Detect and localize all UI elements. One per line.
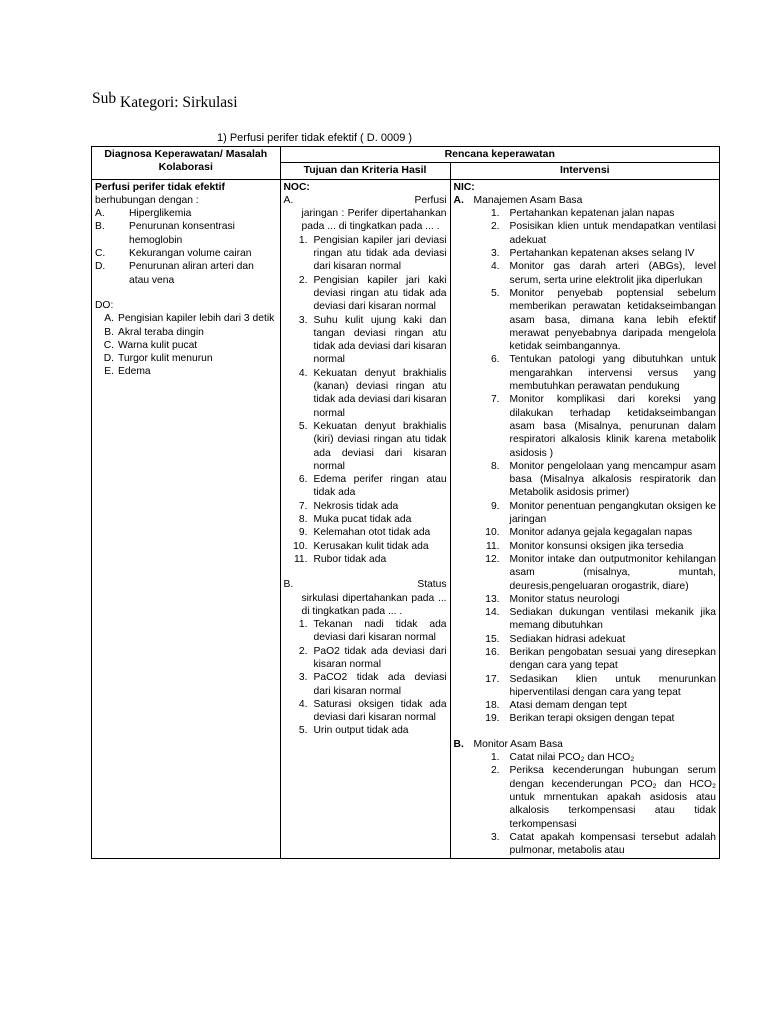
do-item: [95, 326, 277, 339]
related-factor-item-number: C.: [95, 248, 106, 260]
nic-a-item-number: 14.: [485, 607, 500, 619]
nic-b-item: [454, 751, 716, 764]
nic-b-item-number: 3.: [490, 831, 500, 843]
noc-b-item: [284, 645, 447, 672]
related-factor-item-text: Penurunan aliran arteri dan atau vena: [129, 261, 254, 286]
noc-b-title: Status: [417, 579, 447, 591]
heading-title: Kategori: Sirkulasi: [120, 94, 238, 111]
do-item-number: A.: [104, 313, 114, 325]
related-factor-item-number: A.: [95, 208, 105, 220]
nic-b-label: B.: [453, 738, 464, 750]
nic-a-item-number: 1.: [490, 208, 500, 220]
noc-b-item: [284, 724, 447, 737]
page-heading: [92, 90, 238, 112]
noc-a-item-text: Pengisian kapiler jari kaki deviasi ringan atu tidak ada deviasi dari kisaran normal: [313, 274, 447, 313]
noc-b-list: [284, 618, 447, 737]
do-item: [95, 365, 277, 378]
nic-b-title: Monitor Asam Basa: [473, 738, 563, 750]
nic-a-header: [454, 194, 716, 207]
nic-b-header: [454, 738, 716, 751]
do-list: [95, 312, 277, 378]
do-item-number: B.: [104, 326, 114, 338]
related-factor-item: [95, 260, 277, 287]
nic-a-item-text: Posisikan klien untuk mendapatkan ventilasi adekuat: [509, 221, 716, 246]
nic-a-item-text: Monitor komplikasi dari koreksi yang dilakukan terhadap ketidakseimbangan asam basa (Misalnya, penurunan dalam respiratori alkalosis klinik karena metabolik asidosis ): [509, 394, 716, 459]
nic-a-item-text: Sedasikan klien untuk menurunkan hiperventilasi dengan cara yang tepat: [509, 673, 716, 698]
noc-b-item-number: 2.: [298, 645, 308, 657]
noc-a-text: jaringan : Perifer dipertahankan pada ... di tingkatkan pada ... .: [301, 208, 447, 233]
nic-a-item-number: 12.: [485, 553, 500, 565]
nic-a-item-number: 7.: [490, 394, 500, 406]
noc-a-item: [284, 500, 447, 513]
nic-a-item-text: Monitor konsunsi oksigen jika tersedia: [509, 540, 684, 552]
nic-a-item-number: 13.: [485, 593, 500, 605]
noc-a-item-text: Nekrosis tidak ada: [313, 500, 399, 512]
noc-a-item-number: 4.: [298, 367, 308, 379]
noc-a-item: [284, 314, 447, 367]
nic-a-item-number: 10.: [485, 527, 500, 539]
noc-b-item: [284, 618, 447, 645]
noc-b-item-text: PaO2 tidak ada deviasi dari kisaran normal: [313, 645, 447, 670]
noc-a-item-text: Rubor tidak ada: [313, 553, 387, 565]
nic-b-item-text: Catat nilai PCO₂ dan HCO₂: [509, 752, 635, 764]
noc-a-item-number: 2.: [298, 274, 308, 286]
nic-a-item-number: 3.: [490, 248, 500, 260]
nic-a-list: [454, 207, 716, 726]
nic-a-item-number: 19.: [485, 713, 500, 725]
nic-a-item: [454, 260, 716, 287]
noc-a-item-text: Kekuatan denyut brakhialis (kanan) deviasi ringan atu tidak ada deviasi dari kisaran normal: [313, 367, 447, 419]
noc-b-item-text: Saturasi oksigen tidak ada deviasi dari kisaran normal: [313, 698, 447, 724]
nic-cell: [450, 179, 719, 858]
do-item-text: Pengisian kapiler lebih dari 3 detik: [118, 313, 275, 325]
nic-b-item-text: Periksa kecenderungan hubungan serum dengan kecenderungan PCO₂ dan HCO₂ untuk mrnentukan apakah asidosis atau alkalosis terkompensasi atau tidak terkompensasi: [509, 765, 716, 830]
related-factor-item-text: Hiperglikemia: [129, 208, 192, 220]
nic-a-item: [454, 526, 716, 539]
do-item-text: Turgor kulit menurun: [118, 353, 213, 365]
nic-a-item: [454, 500, 716, 527]
noc-b-item-text: Tekanan nadi tidak ada deviasi dari kisaran normal: [313, 619, 447, 644]
noc-a-item-number: 1.: [298, 234, 308, 246]
nic-b-item: [454, 831, 716, 857]
nic-label: NIC:: [453, 181, 475, 193]
nic-a-item-text: Monitor adanya gejala kegagalan napas: [509, 527, 693, 539]
noc-label: NOC:: [283, 181, 310, 193]
nic-a-item: [454, 220, 716, 247]
nic-a-item-text: Pertahankan kepatenan jalan napas: [509, 208, 675, 220]
nic-a-item-text: Monitor status neurologi: [509, 593, 620, 605]
nic-a-item-text: Monitor penyebab poptensial sebelum memberikan perawatan ketidakseimbangan asam basa, dimana kana lebih efektif merawat penyebabnya daripada mengelola ketidak seimbangannya.: [509, 287, 716, 353]
noc-a-item-number: 8.: [298, 514, 308, 526]
noc-a-item: [284, 274, 447, 314]
nic-a-item: [454, 593, 716, 606]
noc-a-label: A.: [283, 194, 294, 206]
nic-b-item-number: 2.: [490, 765, 500, 777]
do-item: [95, 352, 277, 365]
diagnosis-subtitle: 1) Perfusi perifer tidak efektif ( D. 0009 ): [217, 132, 413, 144]
nic-a-item-number: 15.: [485, 633, 500, 645]
nic-a-item: [454, 699, 716, 712]
col-header-diagnosis: Diagnosa Keperawatan/ Masalah Kolaborasi: [92, 147, 281, 180]
related-factor-item-number: D.: [95, 261, 106, 273]
related-factor-item-number: B.: [95, 221, 105, 233]
diagnosis-related-intro: berhubungan dengan :: [95, 194, 199, 206]
nic-b-list: [454, 751, 716, 857]
noc-a-item-number: 6.: [298, 474, 308, 486]
do-item: [95, 312, 277, 325]
noc-a-item-text: Kekuatan denyut brakhialis (kiri) deviasi ringan atu tidak ada deviasi dari kisaran normal: [313, 420, 447, 472]
diagnosis-cell: [92, 179, 281, 858]
nic-a-item-number: 9.: [490, 500, 500, 512]
noc-b-item-number: 1.: [298, 619, 308, 631]
nic-a-item-text: Pertahankan kepatenan akses selang IV: [509, 248, 695, 260]
nic-a-item-text: Berikan terapi oksigen dengan tepat: [509, 713, 675, 725]
nic-a-item: [454, 553, 716, 593]
nic-a-item: [454, 606, 716, 633]
nic-a-item: [454, 712, 716, 725]
do-item: [95, 339, 277, 352]
do-item-text: Warna kulit pucat: [118, 339, 198, 351]
noc-a-item-text: Kelemahan otot tidak ada: [313, 527, 431, 539]
nic-b-item: [454, 764, 716, 830]
noc-a-item-number: 9.: [298, 527, 308, 539]
nic-a-item-text: Monitor gas darah arteri (ABGs), level serum, serta urine elektrolit jika diperlukan: [509, 261, 716, 286]
col-header-intervensi: Intervensi: [450, 163, 719, 179]
nic-a-item: [454, 287, 716, 353]
noc-a-header: [284, 194, 447, 207]
noc-cell: [280, 179, 450, 858]
nic-a-item: [454, 540, 716, 553]
noc-b-item-text: Urin output tidak ada: [313, 725, 409, 737]
heading-prefix: Sub: [92, 90, 117, 107]
nic-a-item-number: 4.: [490, 261, 500, 273]
nic-a-item: [454, 207, 716, 220]
related-factor-item-text: Kekurangan volume cairan: [129, 248, 252, 260]
nic-a-item-text: Sediakan dukungan ventilasi mekanik jika memang dibutuhkan: [509, 607, 716, 632]
noc-a-item-number: 11.: [293, 553, 308, 565]
nic-a-label: A.: [453, 194, 464, 206]
nic-a-item: [454, 460, 716, 500]
nic-a-item: [454, 247, 716, 260]
noc-b-text: sirkulasi dipertahankan pada ... di tingkatkan pada ... .: [301, 592, 447, 617]
nic-a-item-text: Sediakan hidrasi adekuat: [509, 633, 626, 645]
related-factor-item-text: Penurunan konsentrasi hemoglobin: [129, 221, 235, 246]
noc-a-item-number: 10.: [293, 540, 308, 552]
noc-a-item-number: 5.: [298, 420, 308, 432]
nic-a-title: Manajemen Asam Basa: [473, 194, 583, 206]
noc-a-item: [284, 526, 447, 539]
noc-a-title: Perfusi: [414, 194, 447, 206]
nic-a-item-number: 8.: [490, 460, 500, 472]
noc-a-item-text: Kerusakan kulit tidak ada: [313, 540, 429, 552]
noc-b-item: [284, 698, 447, 725]
related-factor-item: [95, 220, 277, 247]
noc-b-header: [284, 578, 447, 591]
noc-a-item: [284, 553, 447, 566]
related-factor-item: [95, 207, 277, 220]
do-label: DO:: [95, 299, 114, 311]
nic-a-item-number: 6.: [490, 354, 500, 366]
nic-a-item-text: Monitor intake dan outputmonitor kehilangan asam (misalnya, muntah, deuresis,pengeluaran orogastrik, diare): [509, 553, 716, 592]
noc-b-item-number: 4.: [298, 698, 308, 710]
noc-b-item-text: PaCO2 tidak ada deviasi dari kisaran normal: [313, 672, 447, 697]
noc-b-label: B.: [283, 579, 294, 591]
noc-a-item: [284, 513, 447, 526]
col-header-rencana: Rencana keperawatan: [280, 147, 720, 163]
nic-a-item: [454, 673, 716, 700]
nic-a-item-number: 2.: [490, 221, 500, 233]
noc-a-item-text: Pengisian kapiler jari deviasi ringan atu tidak ada deviasi dari kisaran normal: [313, 234, 447, 273]
noc-a-item-number: 3.: [298, 314, 308, 326]
do-item-number: E.: [104, 366, 114, 378]
nic-a-item-number: 16.: [485, 646, 500, 658]
nursing-care-plan-table: [91, 146, 720, 859]
do-item-text: Akral teraba dingin: [118, 326, 204, 338]
related-factors-list: [95, 207, 277, 287]
noc-b-item-number: 5.: [298, 725, 308, 737]
do-item-number: D.: [103, 353, 114, 365]
noc-a-item-text: Suhu kulit ujung kaki dan tangan deviasi ringan atu tidak ada deviasi dari kisaran normal: [313, 314, 447, 366]
nic-a-item-number: 17.: [485, 673, 500, 685]
noc-b-item: [284, 671, 447, 698]
noc-a-item-number: 7.: [298, 500, 308, 512]
nic-b-item-text: Catat apakah kompensasi tersebut adalah pulmonar, metabolis atau: [509, 831, 716, 857]
nic-a-item-number: 5.: [490, 287, 500, 299]
noc-a-item: [284, 473, 447, 500]
nic-a-item: [454, 393, 716, 459]
nic-a-item: [454, 646, 716, 673]
nic-a-item-text: Berikan pengobatan sesuai yang diresepkan dengan cara yang tepat: [509, 646, 716, 672]
nic-a-item: [454, 353, 716, 393]
do-item-text: Edema: [118, 366, 151, 378]
noc-a-item: [284, 234, 447, 274]
nic-b-item-number: 1.: [490, 752, 500, 764]
noc-a-item-text: Edema perifer ringan atau tidak ada: [313, 474, 447, 499]
noc-a-list: [284, 234, 447, 566]
noc-a-item-text: Muka pucat tidak ada: [313, 514, 412, 526]
do-item-number: C.: [103, 339, 114, 351]
col-header-tujuan: Tujuan dan Kriteria Hasil: [280, 163, 450, 179]
noc-a-item: [284, 540, 447, 553]
diagnosis-title: Perfusi perifer tidak efektif: [95, 181, 225, 193]
noc-b-item-number: 3.: [298, 672, 308, 684]
nic-a-item-text: Tentukan patologi yang dibutuhkan untuk mengarahkan intervensi versus yang membutuhkan perawatan pendukung: [509, 354, 716, 393]
nic-a-item-text: Monitor penentuan pengangkutan oksigen ke jaringan: [509, 500, 716, 526]
nic-a-item-number: 18.: [485, 700, 500, 712]
nic-a-item-number: 11.: [485, 540, 500, 552]
related-factor-item: [95, 247, 277, 260]
nic-a-item-text: Atasi demam dengan tept: [509, 700, 627, 712]
noc-a-item: [284, 367, 447, 420]
nic-a-item: [454, 633, 716, 646]
noc-a-item: [284, 420, 447, 473]
nic-a-item-text: Monitor pengelolaan yang mencampur asam basa (Misalnya alkalosis respiratorik dan Metabolik asidosis primer): [509, 460, 716, 499]
